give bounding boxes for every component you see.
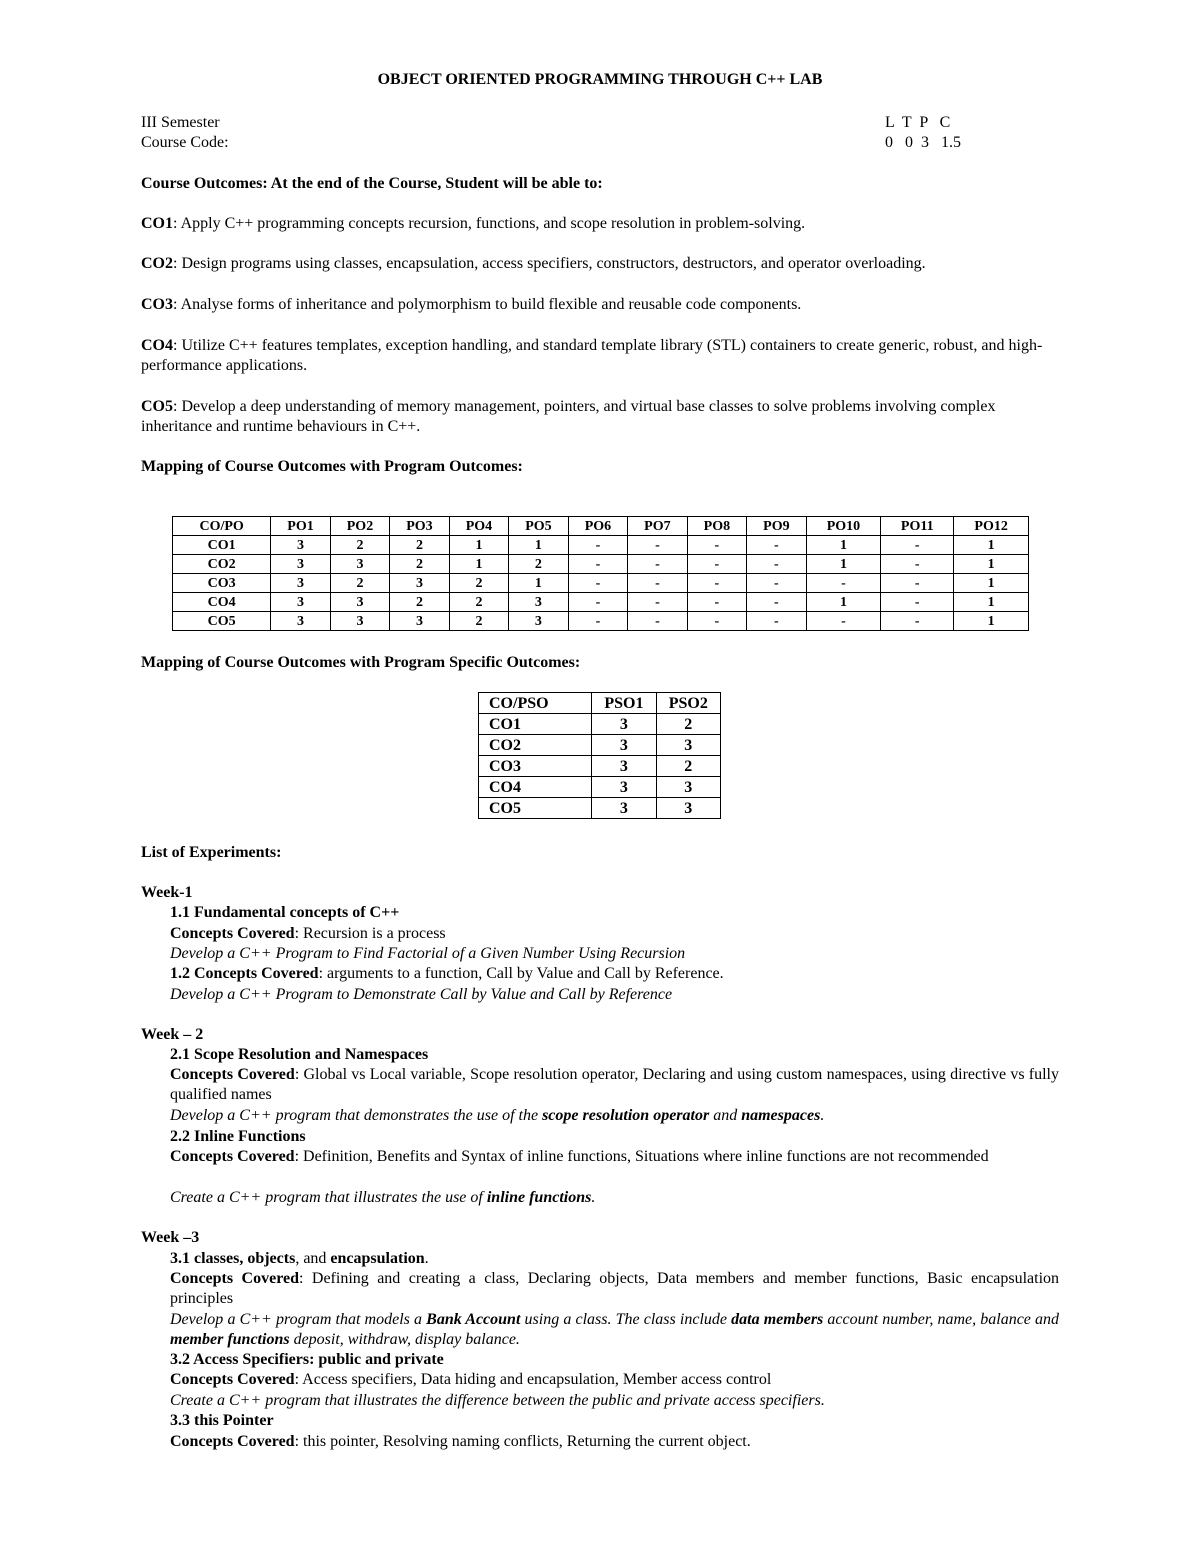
ltpc-values: 0 0 3 1.5 [885,134,961,151]
table-cell: - [881,593,954,612]
course-outcome-co4 [141,336,1059,376]
task-keyword: member functions [170,1331,290,1348]
table-cell: - [628,612,687,631]
title-text: . [424,1250,429,1267]
table-cell: 3 [271,574,330,593]
table-cell: - [747,574,806,593]
table-header-cell: PO1 [271,517,330,536]
experiment-3-1-concepts [170,1269,1059,1309]
table-cell: 3 [592,714,656,735]
table-cell: 2 [330,574,389,593]
table-cell: 3 [592,735,656,756]
co-text: : Design programs using classes, encapsulation, access specifiers, constructors, destructors, and operator overloading. [173,255,926,272]
ltpc-header: L T P C [885,114,951,131]
table-header-cell: PO12 [954,517,1029,536]
table-cell: 2 [390,593,449,612]
table-cell: - [687,574,746,593]
task-keyword: namespaces [741,1107,821,1124]
co-code: CO3 [141,296,173,313]
table-cell: CO3 [173,574,271,593]
table-header-cell: PO9 [747,517,806,536]
experiment-3-2-task: Create a C++ program that illustrates the difference between the public and private access specifiers. [170,1392,825,1409]
table-header-cell: PO4 [449,517,508,536]
title-text: 3.1 classes, objects [170,1250,296,1267]
table-header-cell: PSO2 [656,693,720,714]
table-cell: 2 [449,593,508,612]
co-po-mapping-table [172,516,1029,631]
table-cell: CO3 [479,756,592,777]
task-keyword: data members [731,1311,824,1328]
week-3-heading: Week –3 [141,1229,200,1246]
table-cell: 3 [592,756,656,777]
experiment-2-1-task [170,1106,1059,1126]
document-title: OBJECT ORIENTED PROGRAMMING THROUGH C++ LAB [377,71,823,88]
experiments-heading: List of Experiments: [141,844,282,861]
table-cell: 1 [806,536,881,555]
course-code-label: Course Code: [141,134,229,151]
table-cell: - [687,555,746,574]
concepts-text: : Access specifiers, Data hiding and encapsulation, Member access control [294,1371,772,1388]
table-header-cell: PO5 [509,517,568,536]
co-code: CO2 [141,255,173,272]
table-header-cell: PO3 [390,517,449,536]
experiment-2-2-task [170,1188,1059,1208]
table-cell: - [806,574,881,593]
experiment-1-2-concepts [170,964,1059,984]
experiment-1-1-task: Develop a C++ Program to Find Factorial of a Given Number Using Recursion [170,945,686,962]
table-cell: 3 [390,612,449,631]
concepts-label: Concepts Covered [170,925,295,942]
table-header-row [479,693,721,714]
course-outcome-co5 [141,397,1059,437]
concepts-text: : this pointer, Resolving naming conflicts, Returning the current object. [294,1433,751,1450]
table-cell: - [687,593,746,612]
course-outcome-co3 [141,295,1059,315]
table-cell: CO5 [173,612,271,631]
table-row [479,756,721,777]
table-cell: 2 [656,714,720,735]
table-cell: 1 [954,612,1029,631]
po-mapping-heading: Mapping of Course Outcomes with Program Outcomes: [141,458,523,475]
table-cell: - [881,536,954,555]
task-text: . [591,1189,596,1206]
outcomes-heading: Course Outcomes: At the end of the Course, Student will be able to: [141,175,603,192]
table-cell: - [747,612,806,631]
task-text: Create a C++ program that illustrates the use of [170,1189,487,1206]
co-code: CO1 [141,215,173,232]
table-cell: 3 [592,777,656,798]
experiment-1-2-title: 1.2 Concepts Covered [170,965,319,982]
concepts-text: : arguments to a function, Call by Value and Call by Reference. [318,965,724,982]
table-cell: 1 [449,536,508,555]
course-outcome-co2 [141,254,1059,274]
task-keyword: inline functions [486,1189,592,1206]
table-cell: - [628,574,687,593]
table-row [479,798,721,819]
table-row [479,777,721,798]
table-cell: - [806,612,881,631]
table-cell: - [881,555,954,574]
table-cell: 1 [954,593,1029,612]
semester-label: III Semester [141,114,220,131]
experiment-3-1-title [170,1249,1059,1269]
table-cell: 1 [806,593,881,612]
co-code: CO5 [141,398,173,415]
task-text: account number, name, balance and [823,1311,1060,1328]
experiment-1-1-title: 1.1 Fundamental concepts of C++ [170,904,400,921]
concepts-label: Concepts Covered [170,1270,300,1287]
table-cell: 3 [271,555,330,574]
pso-mapping-heading: Mapping of Course Outcomes with Program Specific Outcomes: [141,654,581,671]
table-header-cell: PO6 [568,517,627,536]
co-text: : Apply C++ programming concepts recursion, functions, and scope resolution in problem-solving. [173,215,806,232]
table-cell: CO4 [479,777,592,798]
table-cell: 1 [509,574,568,593]
task-text: using a class. The class include [520,1311,732,1328]
table-cell: - [747,536,806,555]
table-cell: - [628,593,687,612]
task-text: Develop a C++ program that demonstrates the use of the [170,1107,543,1124]
table-cell: - [747,593,806,612]
experiment-2-1-title: 2.1 Scope Resolution and Namespaces [170,1046,429,1063]
concepts-label: Concepts Covered [170,1371,295,1388]
co-text: : Develop a deep understanding of memory management, pointers, and virtual base classes to solve problems involving complex inheritance and runtime behaviours in C++. [141,398,996,435]
table-header-cell: CO/PO [173,517,271,536]
task-keyword: Bank Account [426,1311,521,1328]
table-cell: 2 [449,574,508,593]
table-cell: - [747,555,806,574]
table-row [479,714,721,735]
table-header-cell: PO8 [687,517,746,536]
concepts-label: Concepts Covered [170,1148,295,1165]
experiment-3-2-title: 3.2 Access Specifiers: public and private [170,1351,444,1368]
concepts-text: : Defining and creating a class, Declaring objects, Data members and member functions, Basic encapsulation principles [170,1270,1060,1307]
table-row [173,536,1029,555]
table-cell: CO2 [173,555,271,574]
table-row [173,555,1029,574]
table-row [479,735,721,756]
experiment-1-1-concepts [170,924,1059,944]
table-cell: - [568,593,627,612]
table-cell: 3 [509,593,568,612]
table-cell: CO4 [173,593,271,612]
table-cell: 1 [954,555,1029,574]
table-cell: 1 [449,555,508,574]
table-cell: 1 [806,555,881,574]
week-1-heading: Week-1 [141,884,193,901]
table-cell: CO2 [479,735,592,756]
table-cell: 3 [592,798,656,819]
table-cell: - [628,555,687,574]
table-cell: CO1 [479,714,592,735]
table-cell: 2 [449,612,508,631]
week-2-heading: Week – 2 [141,1026,204,1043]
table-row [173,574,1029,593]
co-text: : Analyse forms of inheritance and polymorphism to build flexible and reusable code components. [173,296,802,313]
experiment-3-3-concepts [170,1432,1059,1452]
table-cell: 3 [656,735,720,756]
experiment-3-1-task [170,1310,1059,1350]
co-pso-mapping-table [478,692,721,819]
table-cell: - [568,612,627,631]
table-cell: - [881,612,954,631]
co-text: : Utilize C++ features templates, exception handling, and standard template library (STL) containers to create generic, robust, and high-performance applications. [141,337,1043,374]
table-cell: CO1 [173,536,271,555]
concepts-text: : Global vs Local variable, Scope resolution operator, Declaring and using custom namespaces, using directive vs fully qualified names [170,1066,1060,1103]
experiment-1-2-task: Develop a C++ Program to Demonstrate Call by Value and Call by Reference [170,986,673,1003]
task-keyword: scope resolution operator [542,1107,710,1124]
task-text: . [820,1107,825,1124]
table-header-cell: PO2 [330,517,389,536]
co-code: CO4 [141,337,173,354]
table-header-row [173,517,1029,536]
table-cell: 3 [656,798,720,819]
table-cell: - [881,574,954,593]
table-row [173,612,1029,631]
table-cell: 1 [954,536,1029,555]
table-cell: 3 [330,593,389,612]
title-text: , and [295,1250,331,1267]
table-row [173,593,1029,612]
table-cell: 3 [271,536,330,555]
table-cell: 3 [656,777,720,798]
table-cell: CO5 [479,798,592,819]
table-cell: 2 [509,555,568,574]
experiment-2-2-concepts [170,1147,1059,1167]
table-cell: 3 [390,574,449,593]
experiment-3-3-title: 3.3 this Pointer [170,1412,274,1429]
table-header-cell: PO10 [806,517,881,536]
table-cell: 2 [390,555,449,574]
title-text: encapsulation [330,1250,425,1267]
table-cell: - [628,536,687,555]
experiment-2-2-title: 2.2 Inline Functions [170,1128,306,1145]
concepts-label: Concepts Covered [170,1433,295,1450]
table-cell: 3 [330,612,389,631]
task-text: deposit, withdraw, display balance. [289,1331,520,1348]
table-cell: 2 [656,756,720,777]
table-cell: - [568,536,627,555]
table-cell: 3 [271,593,330,612]
concepts-text: : Recursion is a process [294,925,446,942]
experiment-3-2-concepts [170,1370,1059,1390]
table-cell: 3 [330,555,389,574]
table-cell: - [568,574,627,593]
table-cell: - [568,555,627,574]
table-cell: 3 [509,612,568,631]
concepts-text: : Definition, Benefits and Syntax of inline functions, Situations where inline functions are not recommended [294,1148,989,1165]
task-text: Develop a C++ program that models a [170,1311,427,1328]
table-cell: 2 [330,536,389,555]
task-text: and [709,1107,742,1124]
table-cell: - [687,612,746,631]
table-cell: 2 [390,536,449,555]
table-cell: 3 [271,612,330,631]
course-outcome-co1 [141,214,1059,234]
table-cell: 1 [509,536,568,555]
table-header-cell: PO11 [881,517,954,536]
concepts-label: Concepts Covered [170,1066,295,1083]
table-header-cell: PSO1 [592,693,656,714]
table-cell: 1 [954,574,1029,593]
table-header-cell: CO/PSO [479,693,592,714]
table-cell: - [687,536,746,555]
table-header-cell: PO7 [628,517,687,536]
experiment-2-1-concepts [170,1065,1059,1105]
